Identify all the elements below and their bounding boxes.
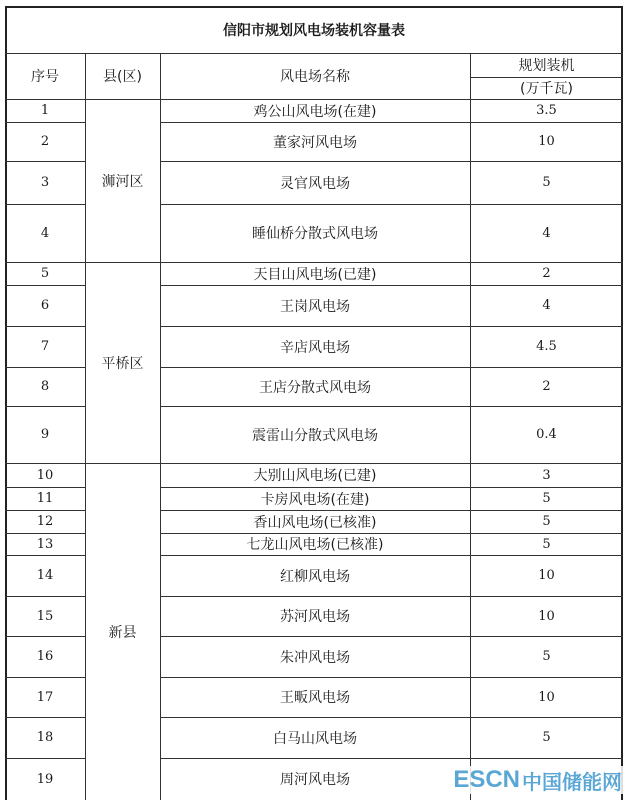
row-number: 5 — [40, 266, 50, 281]
row-number: 19 — [36, 771, 54, 787]
row-number: 18 — [36, 730, 54, 745]
header-no: 序号 — [31, 69, 59, 85]
watermark-cn: 中国储能网 — [522, 769, 622, 794]
row-number: 9 — [40, 427, 50, 442]
windfarm-name: 王岗风电场 — [280, 298, 350, 315]
capacity-value: 2 — [542, 266, 551, 281]
capacity-value: 10 — [538, 608, 555, 624]
capacity-value: 3.5 — [536, 103, 557, 118]
row-number: 13 — [36, 536, 54, 552]
windfarm-name: 周河风电场 — [280, 772, 350, 788]
windfarm-name: 七龙山风电场(已核准) — [246, 537, 384, 553]
header-name: 风电场名称 — [280, 69, 350, 85]
windfarm-name: 睡仙桥分散式风电场 — [252, 226, 378, 242]
row-number: 1 — [40, 103, 50, 118]
windfarm-name: 朱冲风电场 — [280, 649, 350, 666]
row-number: 10 — [36, 467, 54, 483]
windfarm-name: 王店分散式风电场 — [259, 379, 371, 396]
watermark-en: ESCN — [453, 766, 520, 793]
capacity-value: 4 — [542, 225, 551, 241]
row-number: 7 — [40, 339, 50, 354]
row-number: 12 — [36, 514, 54, 529]
row-number: 17 — [36, 689, 54, 705]
windfarm-name: 卡房风电场(在建) — [260, 491, 370, 508]
windfarm-name: 香山风电场(已核准) — [253, 514, 377, 531]
capacity-value: 5 — [542, 536, 551, 552]
row-number: 3 — [40, 175, 50, 190]
capacity-value: 5 — [542, 175, 551, 190]
capacity-value: 5 — [542, 730, 551, 745]
windfarm-name: 震雷山分散式风电场 — [252, 427, 378, 444]
windfarm-name: 白马山风电场 — [273, 730, 357, 747]
capacity-value: 10 — [538, 568, 555, 583]
windfarm-name: 鸡公山风电场(在建) — [253, 103, 377, 120]
capacity-value: 2 — [542, 379, 551, 394]
windfarm-name: 苏河风电场 — [280, 609, 350, 625]
county-cell: 新县 — [108, 624, 137, 641]
row-number: 8 — [40, 379, 50, 394]
windfarm-name: 天目山风电场(已建) — [253, 266, 377, 283]
windfarm-name: 董家河风电场 — [273, 134, 357, 151]
row-number: 16 — [36, 649, 54, 664]
row-number: 2 — [40, 134, 50, 149]
capacity-value: 5 — [542, 514, 551, 529]
county-cell: 浉河区 — [101, 173, 144, 190]
row-number: 4 — [40, 225, 50, 241]
capacity-value: 4.5 — [536, 339, 557, 354]
row-number: 11 — [36, 491, 54, 506]
capacity-value: 0.4 — [536, 427, 557, 442]
capacity-value: 3 — [542, 467, 551, 483]
county-cell: 平桥区 — [101, 355, 144, 372]
header-county: 县(区) — [103, 69, 142, 85]
watermark — [451, 766, 624, 794]
table-title: 信阳市规划风电场装机容量表 — [223, 23, 405, 39]
windfarm-name: 大别山风电场(已建) — [253, 468, 377, 484]
capacity-value: 10 — [538, 689, 555, 705]
capacity-value: 5 — [542, 649, 551, 664]
capacity-value: 4 — [542, 298, 551, 313]
row-number: 14 — [36, 568, 54, 583]
windfarm-name: 辛店风电场 — [280, 339, 350, 356]
header-capacity-line1: 规划装机 — [518, 58, 575, 74]
header-capacity-line2: (万千瓦) — [520, 81, 573, 97]
row-number: 6 — [40, 298, 50, 313]
row-number: 15 — [36, 608, 54, 624]
windfarm-name: 王畈风电场 — [280, 690, 350, 706]
windfarm-name: 灵官风电场 — [280, 175, 350, 192]
capacity-value: 5 — [542, 491, 551, 506]
capacity-value: 10 — [538, 134, 555, 149]
windfarm-name: 红柳风电场 — [280, 568, 350, 585]
